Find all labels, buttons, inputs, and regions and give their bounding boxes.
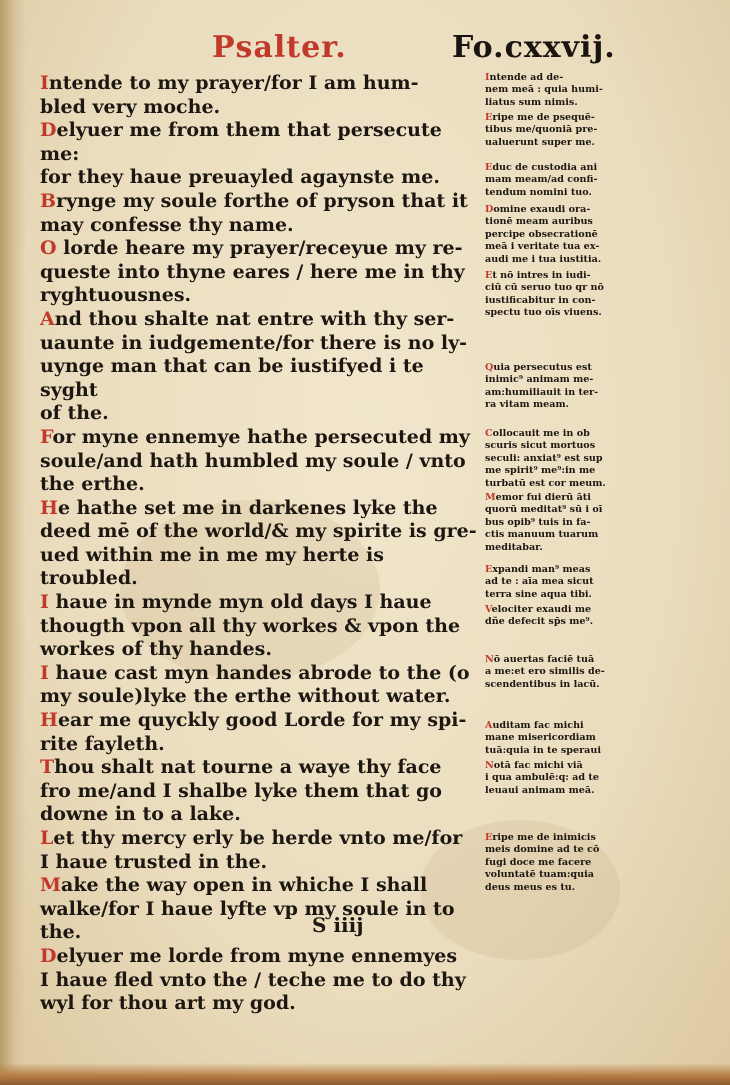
verse-text: elyuer me from them that persecute me: for they haue preuayled agaynste me. <box>40 119 442 189</box>
verse <box>40 874 480 945</box>
latin-note <box>485 362 650 412</box>
verse <box>40 190 480 237</box>
red-initial: E <box>485 270 493 281</box>
note-text: elociter exaudi me dñe defecit sp̄s me⁹. <box>485 604 594 628</box>
latin-note <box>485 428 650 490</box>
latin-note <box>485 270 650 320</box>
verse-text: haue cast myn handes abrode to the (o my soule)lyke the erthe without water. <box>40 661 470 708</box>
verse <box>40 119 480 190</box>
verse-text: ntende to my prayer/for I am hum- bled very moche. <box>40 72 419 118</box>
running-title: Psalter. <box>212 30 347 65</box>
verse-text: ear me quyckly good Lorde for my spi- rite fayleth. <box>40 709 467 755</box>
red-initial: A <box>40 307 55 330</box>
verse-text: et thy mercy erly be herde vnto me/for I haue trusted in the. <box>40 827 463 873</box>
red-initial: D <box>40 119 57 142</box>
verse <box>40 497 480 591</box>
latin-note <box>485 564 650 601</box>
folio-number: Fo.cxxvij. <box>452 30 616 65</box>
verse-text: rynge my soule forthe of pryson that it may confesse thy name. <box>40 189 468 236</box>
red-initial: O <box>40 237 57 260</box>
red-initial: N <box>485 760 494 771</box>
verse-text: or myne ennemye hathe persecuted my soule/and hath humbled my soule / vnto the erthe. <box>40 425 470 496</box>
note-text: ripe me de psequē- tibus me/quoniā pre- ualuerunt super me. <box>485 112 598 148</box>
note-text: ripe me de inimicis meis domine ad te cō fugi doce me facere voluntatē tuam:quia deus meus es tu. <box>485 832 600 893</box>
red-initial: H <box>40 496 58 519</box>
red-initial: A <box>485 720 493 731</box>
verse <box>40 591 480 662</box>
red-initial: D <box>40 944 57 967</box>
red-initial: I <box>40 72 49 94</box>
red-initial: L <box>40 827 54 849</box>
latin-note <box>485 72 650 109</box>
signature-mark: S iiij <box>312 913 364 937</box>
red-initial: E <box>485 832 493 843</box>
latin-note <box>485 492 650 554</box>
note-text: omine exaudi ora- tionē meam auribus percipe obsecrationē meā i veritate tua ex- audi me i tua iustitia. <box>485 204 602 265</box>
verse-text: haue in mynde myn old days I haue thougth vpon all thy workes & vpon the workes of thy handes. <box>40 591 461 661</box>
latin-note <box>485 204 650 266</box>
english-text-column <box>40 72 480 1016</box>
verse <box>40 662 480 709</box>
red-initial: E <box>485 112 493 123</box>
latin-note <box>485 760 650 797</box>
verse <box>40 237 480 308</box>
note-text: t nō intres in iudi- ciū cū seruo tuo qr nō iustificabitur in con- spectu tuo oīs viuens. <box>485 270 604 319</box>
red-initial: I <box>485 72 490 83</box>
verse <box>40 827 480 874</box>
latin-note <box>485 162 650 199</box>
note-text: ollocauit me in ob scuris sicut mortuos seculi: anxiat⁹ est sup me spirit⁹ me⁹:in me turbatū est cor meum. <box>485 428 606 489</box>
red-initial: D <box>485 204 494 215</box>
note-text: xpandi man⁹ meas ad te : aīa mea sicut terra sine aqua tibi. <box>485 564 594 600</box>
verse <box>40 308 480 426</box>
red-initial: Q <box>485 362 494 373</box>
verse <box>40 709 480 756</box>
red-initial: T <box>40 756 55 779</box>
verse <box>40 756 480 827</box>
note-text: emor fui dierū āti quorū meditat⁹ sū i oī bus opib⁹ tuis in fa- ctis manuum tuarum meditabar. <box>485 492 603 553</box>
note-text: ō auertas faciē tuā a me:et ero similis de- scendentibus in lacū. <box>485 654 605 690</box>
page-left-edge <box>0 0 26 1085</box>
red-initial: F <box>40 425 53 448</box>
note-text: ntende ad de- nem meā : quia humi- liatus sum nimis. <box>485 72 603 108</box>
latin-note <box>485 112 650 149</box>
red-initial: I <box>40 661 49 684</box>
red-initial: B <box>40 189 57 212</box>
red-initial: M <box>485 492 496 503</box>
latin-note <box>485 720 650 757</box>
verse <box>40 426 480 497</box>
red-initial: M <box>40 874 62 897</box>
verse-text: elyuer me lorde from myne ennemyes I haue fled vnto the / teche me to do thy wyl for thou art my god. <box>40 944 466 1015</box>
verse <box>40 945 480 1016</box>
note-text: duc de custodia ani mam meam/ad confi- tendum nomini tuo. <box>485 162 598 198</box>
note-text: uditam fac michi mane misericordiam tuā:quia in te speraui <box>485 720 601 756</box>
red-initial: V <box>485 604 492 615</box>
red-initial: I <box>40 591 49 614</box>
red-initial: N <box>485 654 494 665</box>
verse-text: nd thou shalte nat entre with thy ser- uaunte in iudgemente/for there is no ly- uynge man that can be iustifyed i te syght of the. <box>40 307 468 425</box>
note-text: otā fac michi viā i qua ambulē:q: ad te leuaui animam meā. <box>485 760 599 796</box>
red-initial: H <box>40 709 58 732</box>
verse-text: hou shalt nat tourne a waye thy face fro me/and I shalbe lyke them that go downe in to a lake. <box>40 756 442 826</box>
red-initial: E <box>485 162 493 173</box>
latin-note <box>485 604 650 629</box>
latin-note <box>485 654 650 691</box>
latin-note <box>485 832 650 894</box>
page-bottom-edge <box>0 1063 730 1085</box>
verse <box>40 72 480 119</box>
note-text: uia persecutus est inimic⁹ animam me- am:humiliauit in ter- ra vitam meam. <box>485 362 599 411</box>
verse-text: lorde heare my prayer/receyue my re- queste into thyne eares / here me in thy ryghtuousnes. <box>40 237 465 307</box>
red-initial: E <box>485 564 493 575</box>
verse-text: e hathe set me in darkenes lyke the deed mē of the world/& my spirite is gre- ued within me in me my herte is troubled. <box>40 496 477 590</box>
red-initial: C <box>485 428 493 439</box>
verse-text: ake the way open in whiche I shall walke/for I haue lyfte vp my soule in to the. <box>40 874 455 944</box>
